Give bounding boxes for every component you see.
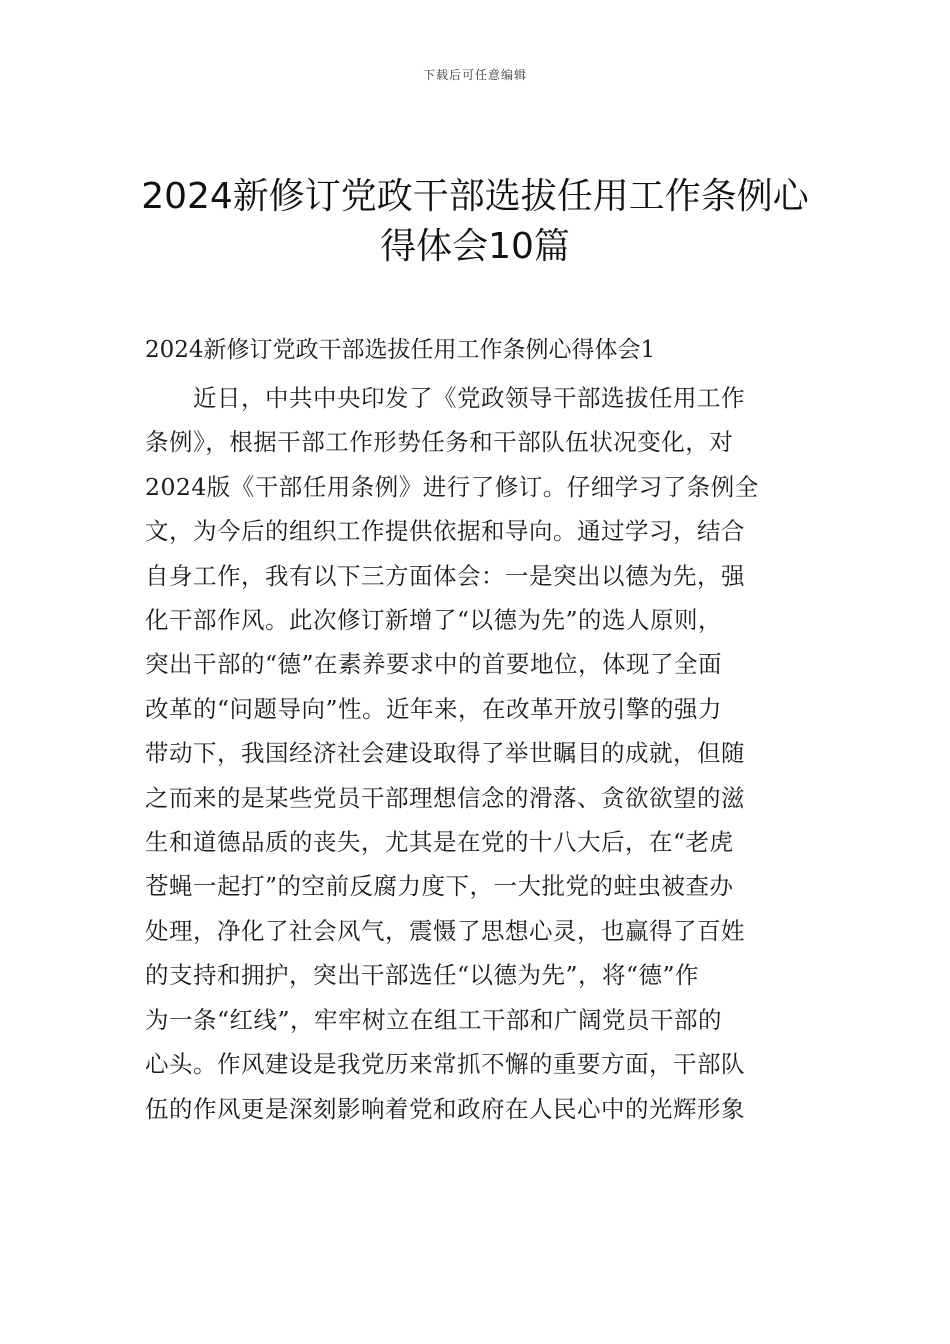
document-title bbox=[120, 172, 830, 272]
body-line: 伍的作风更是深刻影响着党和政府在人民心中的光辉形象 bbox=[145, 1094, 745, 1123]
body-line: 生和道德品质的丧失，尤其是在党的十八大后，在“老虎 bbox=[145, 828, 734, 857]
body-line: 带动下，我国经济社会建设取得了举世瞩目的成就，但随 bbox=[145, 739, 745, 768]
body-line: 2024版《干部任用条例》进行了修订。仔细学习了条例全 bbox=[145, 472, 759, 501]
document-title-line-1: 2024新修订党政干部选拔任用工作条例心 bbox=[141, 176, 809, 217]
body-line: 心头。作风建设是我党历来常抓不懈的重要方面，干部队 bbox=[145, 1050, 745, 1079]
body-line: 自身工作，我有以下三方面体会：一是突出以德为先，强 bbox=[145, 561, 745, 590]
body-line: 的支持和拥护，突出干部选任“以德为先”，将“德”作 bbox=[145, 961, 700, 990]
body-line: 处理，净化了社会风气，震慑了思想心灵，也赢得了百姓 bbox=[145, 916, 745, 945]
body-line: 近日，中共中央印发了《党政领导干部选拔任用工作 bbox=[145, 384, 745, 412]
header-note: 下载后可任意编辑 bbox=[422, 68, 527, 82]
body-line: 改革的“问题导向”性。近年来，在改革开放引擎的强力 bbox=[145, 694, 723, 723]
body-line: 文，为今后的组织工作提供依据和导向。通过学习，结合 bbox=[145, 517, 745, 546]
body-line: 为一条“红线”，牢牢树立在组工干部和广阔党员干部的 bbox=[145, 1005, 723, 1034]
body-line: 苍蝇一起打”的空前反腐力度下，一大批党的蛀虫被查办 bbox=[145, 872, 734, 901]
section-heading: 2024新修订党政干部选拔任用工作条例心得体会1 bbox=[145, 337, 656, 363]
body-line: 化干部作风。此次修订新增了“以德为先”的选人原则， bbox=[145, 606, 723, 635]
body-line: 条例》，根据干部工作形势任务和干部队伍状况变化，对 bbox=[145, 428, 734, 457]
body-paragraph bbox=[145, 376, 805, 1131]
body-line: 突出干部的“德”在素养要求中的首要地位，体现了全面 bbox=[145, 650, 723, 679]
body-line: 之而来的是某些党员干部理想信念的滑落、贪欲欲望的滋 bbox=[145, 783, 745, 812]
document-title-line-2: 得体会10篇 bbox=[380, 226, 570, 267]
